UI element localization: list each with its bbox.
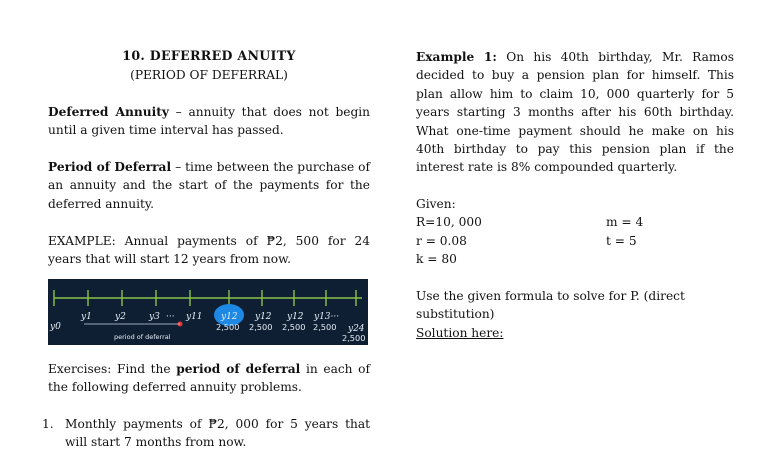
label-y1: y1	[81, 312, 92, 322]
timeline-figure	[48, 279, 368, 345]
label-y12-b: y12	[255, 312, 272, 322]
section-subtitle: (PERIOD OF DEFERRAL)	[130, 68, 288, 82]
payment-4: 2,500	[313, 322, 337, 332]
deferral-label: period of deferral	[114, 333, 171, 341]
term-period-of-deferral: Period of Deferral	[48, 160, 172, 174]
given-t: t = 5	[606, 234, 637, 248]
label-y3: y3	[149, 312, 160, 322]
exercises-intro	[48, 360, 370, 397]
solution-label: Solution here:	[416, 326, 504, 340]
list-number: 1.	[42, 417, 54, 431]
label-y0: y0	[50, 322, 61, 332]
label-y12-c: y12	[287, 312, 304, 322]
label-y11: y11	[186, 312, 203, 322]
label-y12: y12	[221, 312, 238, 322]
definition-text: – time between the purchase of an annuity and the start of the payments for the deferred annuity.	[48, 160, 370, 211]
exercises-prefix: Exercises: Find the	[48, 362, 177, 376]
definition-deferred-annuity	[48, 103, 370, 140]
payment-5: 2,500	[342, 333, 366, 343]
given-label: Given:	[416, 197, 456, 211]
example-1-text: On his 40th birthday, Mr. Ramos decided to buy a pension plan for himself. This plan allow him to claim 10, 000 quarterly for 5 years starting 3 months after his 60th birthday. What one-time payment should he make on his 40th birthday to pay this pension plan if the interest rate is 8% compounded quarterly.	[416, 50, 734, 175]
definition-period-of-deferral	[48, 158, 370, 213]
instruction: Use the given formula to solve for P. (direct substitution)	[416, 289, 685, 322]
example-text: EXAMPLE: Annual payments of ₱2, 500 for 24 years that will start 12 years from now.	[48, 234, 370, 267]
term-deferred-annuity: Deferred Annuity	[48, 105, 169, 119]
section-title: 10. DEFERRED ANUITY	[122, 48, 296, 63]
given-k: k = 80	[416, 252, 457, 266]
label-y13: y13···	[314, 312, 340, 322]
given-R: R=10, 000	[416, 215, 482, 229]
given-r: r = 0.08	[416, 234, 467, 248]
term-period-of-deferral: period of deferral	[176, 362, 301, 376]
label-y24: y24	[348, 324, 365, 334]
exercises-suffix: in each of the following deferred annuity problems.	[48, 362, 371, 395]
definition-text: – annuity that does not begin until a given time interval has passed.	[48, 105, 371, 138]
example-1	[416, 48, 734, 177]
label-dots: ···	[166, 312, 175, 322]
given-m: m = 4	[606, 215, 644, 229]
payment-3: 2,500	[282, 322, 306, 332]
payment-2: 2,500	[249, 322, 273, 332]
payment-1: 2,500	[216, 322, 240, 332]
label-y2: y2	[115, 312, 126, 322]
list-item: Monthly payments of ₱2, 000 for 5 years that will start 7 months from now.	[65, 417, 370, 450]
example-1-label: Example 1:	[416, 50, 497, 64]
